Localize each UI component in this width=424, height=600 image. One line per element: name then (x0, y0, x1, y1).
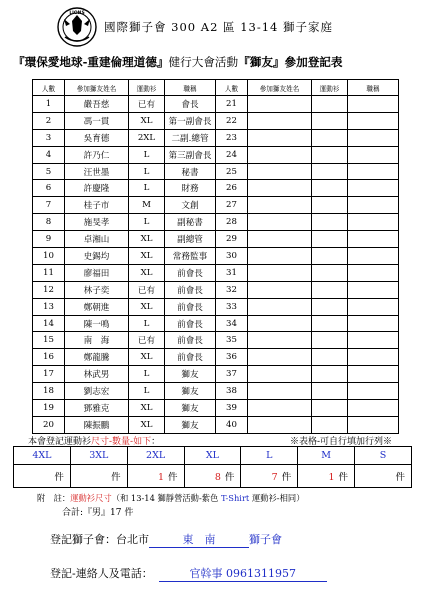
table-row (33, 96, 399, 113)
size-count: 1 (328, 472, 335, 483)
member-name-2[interactable] (248, 264, 312, 281)
shirt-size[interactable]: XL (129, 400, 165, 417)
size-count-cell[interactable] (184, 465, 241, 488)
row-number: 7 (33, 197, 65, 214)
row-number-2: 24 (216, 146, 248, 163)
member-title[interactable]: 副秘書 (165, 214, 216, 231)
form-title-mid: 健行大會活動 (168, 55, 239, 69)
member-name[interactable]: 施旻孝 (65, 214, 129, 231)
member-name[interactable]: 吳育德 (65, 129, 129, 146)
note-middle: （和 13-14 獅靜營活動-紫色 (111, 493, 219, 503)
table-row (33, 197, 399, 214)
shirt-size-2[interactable] (312, 231, 348, 248)
row-number: 14 (33, 315, 65, 332)
row-number-2: 35 (216, 332, 248, 349)
member-name-2[interactable] (248, 180, 312, 197)
shirt-size[interactable]: 已有 (129, 281, 165, 298)
shirt-size-2[interactable] (312, 298, 348, 315)
member-name[interactable]: 卓湘山 (65, 231, 129, 248)
size-label: L (241, 447, 298, 465)
row-number-2: 22 (216, 112, 248, 129)
size-unit: 件 (338, 472, 349, 483)
member-name-2[interactable] (248, 248, 312, 265)
form-title (13, 54, 413, 70)
row-number: 20 (33, 416, 65, 433)
member-title-2[interactable] (348, 281, 399, 298)
member-name[interactable]: 汪世墨 (65, 163, 129, 180)
member-title-2[interactable] (348, 112, 399, 129)
member-title-2[interactable] (348, 315, 399, 332)
table-row (33, 180, 399, 197)
shirt-size[interactable]: XL (129, 416, 165, 433)
table-row (33, 112, 399, 129)
row-number: 12 (33, 281, 65, 298)
member-title-2[interactable] (348, 197, 399, 214)
member-name-2[interactable] (248, 383, 312, 400)
member-title-2[interactable] (348, 298, 399, 315)
member-name-2[interactable] (248, 163, 312, 180)
member-title-2[interactable] (348, 264, 399, 281)
member-name-2[interactable] (248, 400, 312, 417)
member-title[interactable]: 副總管 (165, 231, 216, 248)
col-header-count: 人數 (33, 80, 65, 96)
table-row (33, 315, 399, 332)
row-number-2: 33 (216, 298, 248, 315)
member-title[interactable]: 獅友 (165, 416, 216, 433)
size-unit: 件 (224, 472, 235, 483)
table-header-row (33, 80, 399, 96)
size-count-cell[interactable] (70, 465, 127, 488)
size-count-cell[interactable] (355, 465, 412, 488)
shirt-size-2[interactable] (312, 366, 348, 383)
table-row (33, 383, 399, 400)
table-row (33, 366, 399, 383)
member-title-2[interactable] (348, 400, 399, 417)
size-count: 8 (214, 472, 221, 483)
member-name-2[interactable] (248, 332, 312, 349)
member-title[interactable]: 前會長 (165, 298, 216, 315)
shirt-size[interactable]: L (129, 163, 165, 180)
contact-label: 登記-連絡人及電話： (50, 567, 153, 580)
organization-title: 國際獅子會 300 A2 區 13-14 獅子家庭 (104, 20, 334, 34)
shirt-size[interactable]: L (129, 315, 165, 332)
member-name-2[interactable] (248, 281, 312, 298)
size-count-cell[interactable] (127, 465, 184, 488)
row-number-2: 30 (216, 248, 248, 265)
member-title[interactable]: 財務 (165, 180, 216, 197)
member-name[interactable]: 鄭朝進 (65, 298, 129, 315)
row-number: 6 (33, 180, 65, 197)
note-prefix: 附 註： (37, 493, 71, 503)
size-label: XL (184, 447, 241, 465)
lions-logo-icon (57, 7, 97, 47)
row-number: 9 (33, 231, 65, 248)
member-title-2[interactable] (348, 180, 399, 197)
member-name-2[interactable] (248, 214, 312, 231)
row-number: 11 (33, 264, 65, 281)
member-title[interactable]: 前會長 (165, 281, 216, 298)
member-title-2[interactable] (348, 146, 399, 163)
registration-rows (33, 96, 399, 434)
member-title[interactable]: 前會長 (165, 349, 216, 366)
registration-table (32, 79, 399, 434)
table-note: ※表格-可自行填加行列※ (289, 437, 392, 447)
shirt-size-2[interactable] (312, 264, 348, 281)
table-row (33, 231, 399, 248)
row-number-2: 21 (216, 96, 248, 113)
shirt-size-2[interactable] (312, 400, 348, 417)
shirt-size-2[interactable] (312, 197, 348, 214)
member-title[interactable]: 二副.總管 (165, 129, 216, 146)
member-name-2[interactable] (248, 197, 312, 214)
shirt-size-2[interactable] (312, 281, 348, 298)
table-row (33, 281, 399, 298)
member-name[interactable]: 南 海 (65, 332, 129, 349)
member-title[interactable]: 前會長 (165, 315, 216, 332)
size-label-row (14, 447, 412, 465)
member-title[interactable]: 獅友 (165, 400, 216, 417)
shirt-size-2[interactable] (312, 315, 348, 332)
shirt-size-2[interactable] (312, 248, 348, 265)
row-number-2: 23 (216, 129, 248, 146)
member-name-2[interactable] (248, 298, 312, 315)
club-line (50, 531, 282, 548)
shirt-size-2[interactable] (312, 332, 348, 349)
member-title-2[interactable] (348, 383, 399, 400)
member-title[interactable]: 秘書 (165, 163, 216, 180)
member-title[interactable]: 獅友 (165, 366, 216, 383)
svg-text:LIONS: LIONS (69, 11, 85, 16)
member-name-2[interactable] (248, 366, 312, 383)
member-name[interactable]: 桂子市 (65, 197, 129, 214)
size-count-row (14, 465, 412, 488)
total-line: 合計:『男』17 件 (62, 508, 134, 518)
row-number-2: 38 (216, 383, 248, 400)
member-title[interactable]: 常務監事 (165, 248, 216, 265)
row-number: 2 (33, 112, 65, 129)
member-name[interactable]: 馮一貫 (65, 112, 129, 129)
size-count: 7 (271, 472, 278, 483)
member-title-2[interactable] (348, 366, 399, 383)
member-name-2[interactable] (248, 349, 312, 366)
size-unit: 件 (168, 472, 178, 483)
club-label: 登記獅子會：台北市 (50, 533, 149, 546)
row-number: 10 (33, 248, 65, 265)
member-title[interactable]: 會長 (165, 96, 216, 113)
row-number-2: 39 (216, 400, 248, 417)
shirt-size[interactable]: XL (129, 349, 165, 366)
size-unit: 件 (395, 472, 405, 483)
shirt-size[interactable]: XL (129, 248, 165, 265)
row-number-2: 32 (216, 281, 248, 298)
member-name[interactable]: 陳一鳴 (65, 315, 129, 332)
member-name[interactable]: 林武男 (65, 366, 129, 383)
size-label: 4XL (14, 447, 71, 465)
col-header-shirt: 運動衫 (129, 80, 165, 96)
table-row (33, 332, 399, 349)
member-name-2[interactable] (248, 315, 312, 332)
table-row (33, 416, 399, 433)
shirt-size[interactable]: L (129, 383, 165, 400)
size-count-cell[interactable] (298, 465, 355, 488)
size-label: S (355, 447, 412, 465)
shirt-size-2[interactable] (312, 112, 348, 129)
note-red: 運動衫尺寸 (70, 493, 112, 503)
contact-field[interactable]: 官斡事 0961311957 (159, 565, 327, 582)
member-name[interactable]: 鄧雅克 (65, 400, 129, 417)
col-header-shirt-2: 運動衫 (312, 80, 348, 96)
row-number: 18 (33, 383, 65, 400)
table-row (33, 129, 399, 146)
shirt-size[interactable]: L (129, 366, 165, 383)
row-number: 8 (33, 214, 65, 231)
member-title[interactable]: 前會長 (165, 264, 216, 281)
row-number-2: 25 (216, 163, 248, 180)
form-title-suffix: 『獅友』參加登記表 (238, 55, 343, 69)
member-title[interactable]: 獅友 (165, 383, 216, 400)
col-header-count-2: 人數 (216, 80, 248, 96)
shirt-size[interactable]: L (129, 146, 165, 163)
col-header-name: 參加獅友姓名 (65, 80, 129, 96)
col-header-title-2: 職稱 (348, 80, 399, 96)
shirt-size[interactable]: 2XL (129, 129, 165, 146)
table-row (33, 214, 399, 231)
shirt-size-2[interactable] (312, 383, 348, 400)
member-title[interactable]: 文創 (165, 197, 216, 214)
row-number-2: 27 (216, 197, 248, 214)
size-caption-red: 尺寸-數量-如下 (91, 437, 152, 447)
member-title[interactable]: 前會長 (165, 332, 216, 349)
size-unit: 件 (111, 472, 121, 483)
member-name[interactable]: 鄭龍騰 (65, 349, 129, 366)
member-title[interactable]: 第三副會長 (165, 146, 216, 163)
size-caption-prefix: 本會登記運動衫 (28, 437, 92, 447)
member-title-2[interactable] (348, 214, 399, 231)
shirt-size-2[interactable] (312, 214, 348, 231)
member-name[interactable]: 廖福田 (65, 264, 129, 281)
size-count-cell[interactable] (241, 465, 298, 488)
col-header-title: 職稱 (165, 80, 216, 96)
row-number: 19 (33, 400, 65, 417)
size-count: 1 (157, 472, 165, 483)
note-suffix: 運動衫-相同） (251, 493, 305, 503)
row-number: 15 (33, 332, 65, 349)
shirt-size-2[interactable] (312, 129, 348, 146)
size-caption-suffix: ： (151, 437, 161, 447)
size-unit: 件 (281, 472, 292, 483)
size-unit: 件 (54, 472, 64, 483)
member-name-2[interactable] (248, 112, 312, 129)
member-name-2[interactable] (248, 129, 312, 146)
row-number-2: 26 (216, 180, 248, 197)
member-name-2[interactable] (248, 231, 312, 248)
row-number: 4 (33, 146, 65, 163)
row-number-2: 40 (216, 416, 248, 433)
shirt-size-2[interactable] (312, 146, 348, 163)
member-name[interactable]: 劉志宏 (65, 383, 129, 400)
member-name[interactable]: 史錫均 (65, 248, 129, 265)
member-name[interactable]: 林子奕 (65, 281, 129, 298)
size-count-cell[interactable] (14, 465, 71, 488)
member-title-2[interactable] (348, 416, 399, 433)
shirt-size[interactable]: 已有 (129, 96, 165, 113)
member-name[interactable]: 許乃仁 (65, 146, 129, 163)
form-title-prefix: 『環保愛地球-重建倫理道德』 (13, 55, 169, 69)
size-label: M (298, 447, 355, 465)
member-title-2[interactable] (348, 332, 399, 349)
row-number-2: 36 (216, 349, 248, 366)
row-number: 13 (33, 298, 65, 315)
row-number: 16 (33, 349, 65, 366)
row-number-2: 37 (216, 366, 248, 383)
row-number-2: 29 (216, 231, 248, 248)
member-name[interactable]: 許慶隆 (65, 180, 129, 197)
shirt-size[interactable]: XL (129, 231, 165, 248)
table-row (33, 146, 399, 163)
row-number-2: 31 (216, 264, 248, 281)
shirt-size[interactable]: L (129, 180, 165, 197)
member-name[interactable]: 嚴吾慈 (65, 96, 129, 113)
row-number: 3 (33, 129, 65, 146)
shirt-size[interactable]: M (129, 197, 165, 214)
shirt-size[interactable]: XL (129, 298, 165, 315)
member-title-2[interactable] (348, 231, 399, 248)
row-number: 1 (33, 96, 65, 113)
club-suffix: 獅子會 (249, 533, 282, 546)
contact-line (50, 565, 327, 582)
shirt-size[interactable]: 已有 (129, 332, 165, 349)
member-title-2[interactable] (348, 248, 399, 265)
table-row (33, 163, 399, 180)
member-title-2[interactable] (348, 129, 399, 146)
row-number-2: 34 (216, 315, 248, 332)
member-title-2[interactable] (348, 96, 399, 113)
member-name-2[interactable] (248, 416, 312, 433)
member-name-2[interactable] (248, 96, 312, 113)
note-blue: T-Shirt (218, 493, 252, 503)
size-label: 2XL (127, 447, 184, 465)
shirt-size-table (13, 446, 412, 488)
shirt-size[interactable]: XL (129, 112, 165, 129)
member-title-2[interactable] (348, 349, 399, 366)
shirt-size[interactable]: XL (129, 264, 165, 281)
col-header-name-2: 參加獅友姓名 (248, 80, 312, 96)
table-row (33, 349, 399, 366)
row-number: 17 (33, 366, 65, 383)
member-name[interactable]: 陳振鵬 (65, 416, 129, 433)
row-number: 5 (33, 163, 65, 180)
member-title-2[interactable] (348, 163, 399, 180)
table-row (33, 248, 399, 265)
member-title[interactable]: 第一副會長 (165, 112, 216, 129)
table-row (33, 264, 399, 281)
table-row (33, 298, 399, 315)
note-line (37, 492, 305, 504)
shirt-size-2[interactable] (312, 163, 348, 180)
shirt-size-2[interactable] (312, 96, 348, 113)
size-label: 3XL (70, 447, 127, 465)
row-number-2: 28 (216, 214, 248, 231)
table-row (33, 400, 399, 417)
shirt-size-2[interactable] (312, 180, 348, 197)
shirt-size-2[interactable] (312, 416, 348, 433)
shirt-size[interactable]: L (129, 214, 165, 231)
shirt-size-2[interactable] (312, 349, 348, 366)
club-name-field[interactable]: 東 南 (149, 531, 249, 548)
member-name-2[interactable] (248, 146, 312, 163)
